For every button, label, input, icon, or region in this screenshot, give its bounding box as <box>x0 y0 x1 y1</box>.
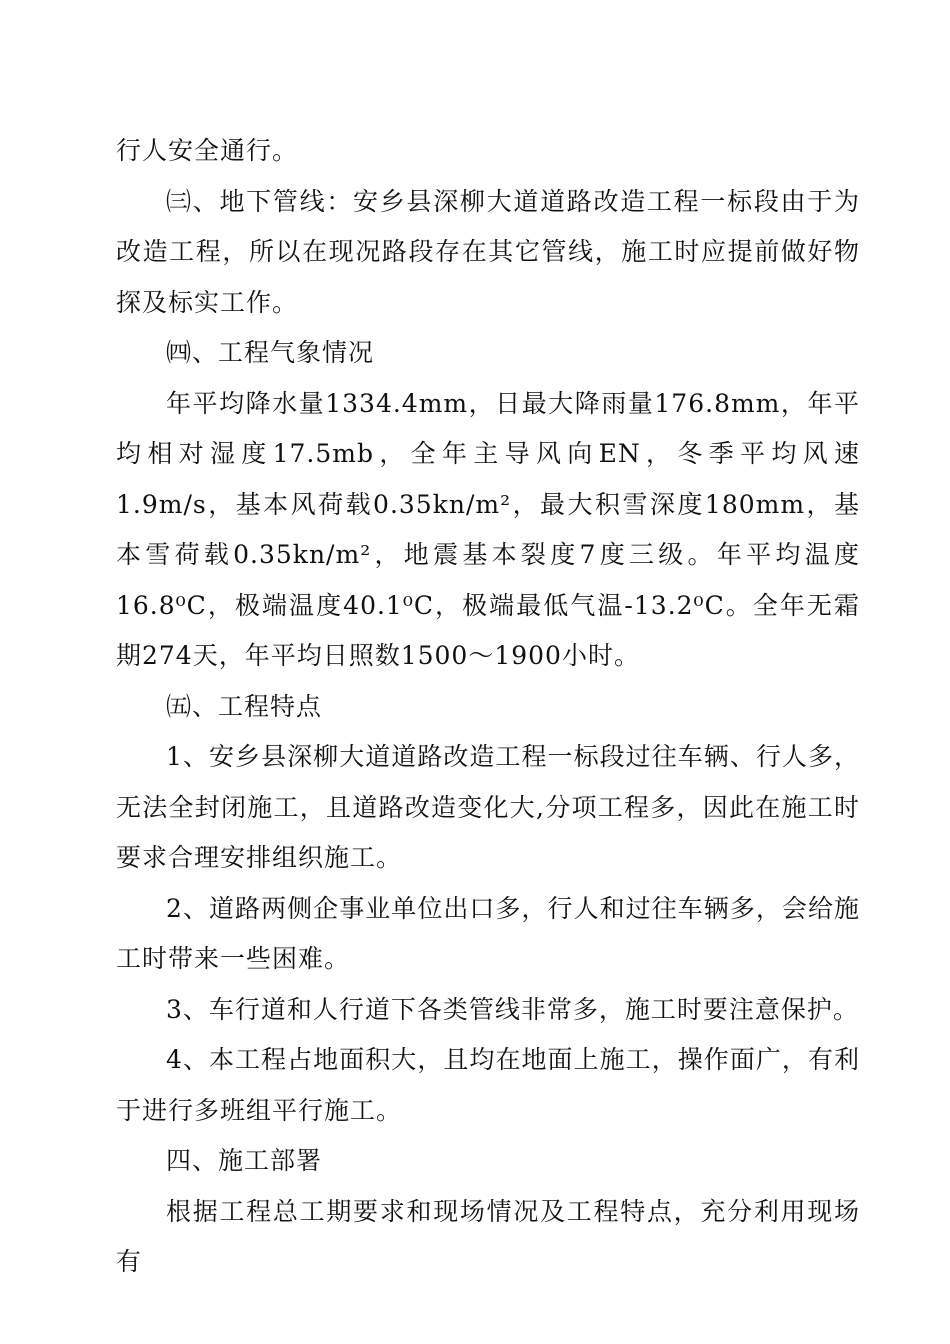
heading-construction-deployment: 四、施工部署 <box>166 1146 323 1175</box>
paragraph-underground-pipelines: ㈢、地下管线：安乡县深柳大道道路改造工程一标段由于为改造工程，所以在现况路段存在其它管线，施工时应提前做好物探及标实工作。 <box>116 186 860 317</box>
paragraph-feature-3: 3、车行道和人行道下各类管线非常多，施工时要注意保护。 <box>166 994 859 1024</box>
paragraph-feature-2: 2、道路两侧企事业单位出口多，行人和过往车辆多，会给施工时带来一些困难。 <box>116 893 860 973</box>
heading-weather-conditions: ㈣、工程气象情况 <box>166 338 375 367</box>
paragraph-feature-1: 1、安乡县深柳大道道路改造工程一标段过往车辆、行人多，无法全封闭施工，且道路改造变化大,分项工程多，因此在施工时要求合理安排组织施工。 <box>116 742 860 872</box>
paragraph-weather-details: 年平均降水量1334.4mm，日最大降雨量176.8mm，年平均相对湿度17.5mb，全年主导风向EN，冬季平均风速1.9m/s，基本风荷载0.35kn/m²，最大积雪深度180mm，基本雪荷载0.35kn/m²，地震基本裂度7度三级。年平均温度16.8⁰C，极端温度40.1⁰C，极端最低气温-13.2⁰C。全年无霜期274天，年平均日照数1500～1900小时。 <box>116 388 860 670</box>
paragraph-safe-passage-continued: 行人安全通行。 <box>116 136 299 165</box>
document-body <box>116 126 860 1288</box>
heading-project-features: ㈤、工程特点 <box>166 691 323 721</box>
paragraph-feature-4: 4、本工程占地面积大，且均在地面上施工，操作面广，有利于进行多班组平行施工。 <box>116 1045 860 1125</box>
paragraph-deployment-intro: 根据工程总工期要求和现场情况及工程特点，充分利用现场有 <box>116 1196 860 1276</box>
